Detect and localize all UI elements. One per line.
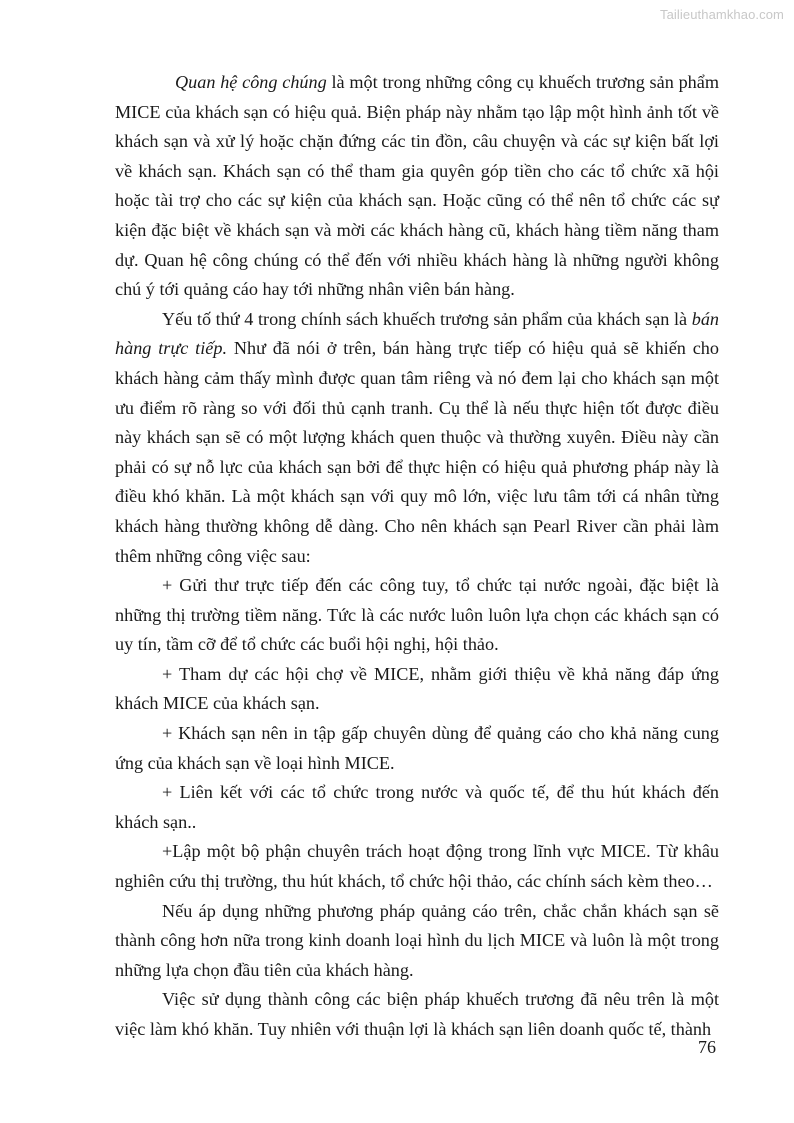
list-item-partnerships: + Liên kết với các tổ chức trong nước và quốc tế, để thu hút khách đến khách sạn.. (115, 782, 719, 832)
paragraph-text: Yếu tố thứ 4 trong chính sách khuếch trương sản phẩm của khách sạn là (162, 308, 692, 329)
paragraph-conclusion: Nếu áp dụng những phương pháp quảng cáo trên, chắc chắn khách sạn sẽ thành công hơn nữa trong kinh doanh loại hình du lịch MICE và luôn là một trong những lựa chọn đầu tiên của khách hàng. (115, 900, 719, 980)
paragraph-closing: Việc sử dụng thành công các biện pháp khuếch trương đã nêu trên là một việc làm khó khăn. Tuy nhiên với thuận lợi là khách sạn liên doanh quốc tế, thành (115, 989, 719, 1039)
paragraph-text: là một trong những công cụ khuếch trương sản phẩm MICE của khách sạn có hiệu quả. Biện pháp này nhằm tạo lập một hình ảnh tốt về khách sạn và xử lý hoặc chặn đứng các tin đồn, câu chuyện và các sự kiện bất lợi về khách sạn. Khách sạn có thể tham gia quyên góp tiền cho các tổ chức xã hội hoặc tài trợ cho các sự kiện của khách sạn. Hoặc cũng có thể nên tổ chức các sự kiện đặc biệt về khách sạn và mời các khách hàng cũ, khách hàng tiềm năng tham dự. Quan hệ công chúng có thể đến với nhiều khách hàng là những người không chú ý tới quảng cáo hay tới những nhân viên bán hàng. (115, 72, 719, 300)
document-body (115, 68, 719, 1045)
page-number: 76 (698, 1037, 716, 1057)
paragraph-direct-sales (115, 305, 719, 571)
paragraph-public-relations (115, 68, 719, 305)
list-item-mice-department: +Lập một bộ phận chuyên trách hoạt động trong lĩnh vực MICE. Từ khâu nghiên cứu thị trường, thu hút khách, tổ chức hội thảo, các chính sách kèm theo… (115, 841, 719, 892)
list-item-trade-fairs: + Tham dự các hội chợ về MICE, nhằm giới thiệu về khả năng đáp ứng khách MICE của khách sạn. (115, 663, 719, 714)
list-item-brochures: + Khách sạn nên in tập gấp chuyên dùng để quảng cáo cho khả năng cung ứng của khách sạn về loại hình MICE. (115, 723, 719, 773)
watermark-text: Tailieuthamkhao.com (659, 7, 784, 22)
public-relations-term: Quan hệ công chúng (175, 72, 327, 92)
paragraph-text: Như đã nói ở trên, bán hàng trực tiếp có hiệu quả sẽ khiến cho khách hàng cảm thấy mình được quan tâm riêng và nó đem lại cho khách sạn một ưu điểm rõ ràng so với đối thủ cạnh tranh. Cụ thể là nếu thực hiện tốt được điều này khách sạn sẽ có một lượng khách quen thuộc và thường xuyên. Điều này cần phải có sự nỗ lực của khách sạn bởi để thực hiện có hiệu quả phương pháp này là điều khó khăn. Là một khách sạn với quy mô lớn, việc lưu tâm tới cá nhân từng khách hàng thường không dễ dàng. Cho nên khách sạn Pearl River cần phải làm thêm những công việc sau: (115, 338, 719, 566)
direct-sales-term: bán hàng trực tiếp. (115, 308, 719, 359)
list-item-direct-mail: + Gửi thư trực tiếp đến các công tuy, tổ chức tại nước ngoài, đặc biệt là những thị trường tiềm năng. Tức là các nước luôn luôn lựa chọn các khách sạn có uy tín, tầm cỡ để tổ chức các buổi hội nghị, hội thảo. (115, 575, 719, 655)
